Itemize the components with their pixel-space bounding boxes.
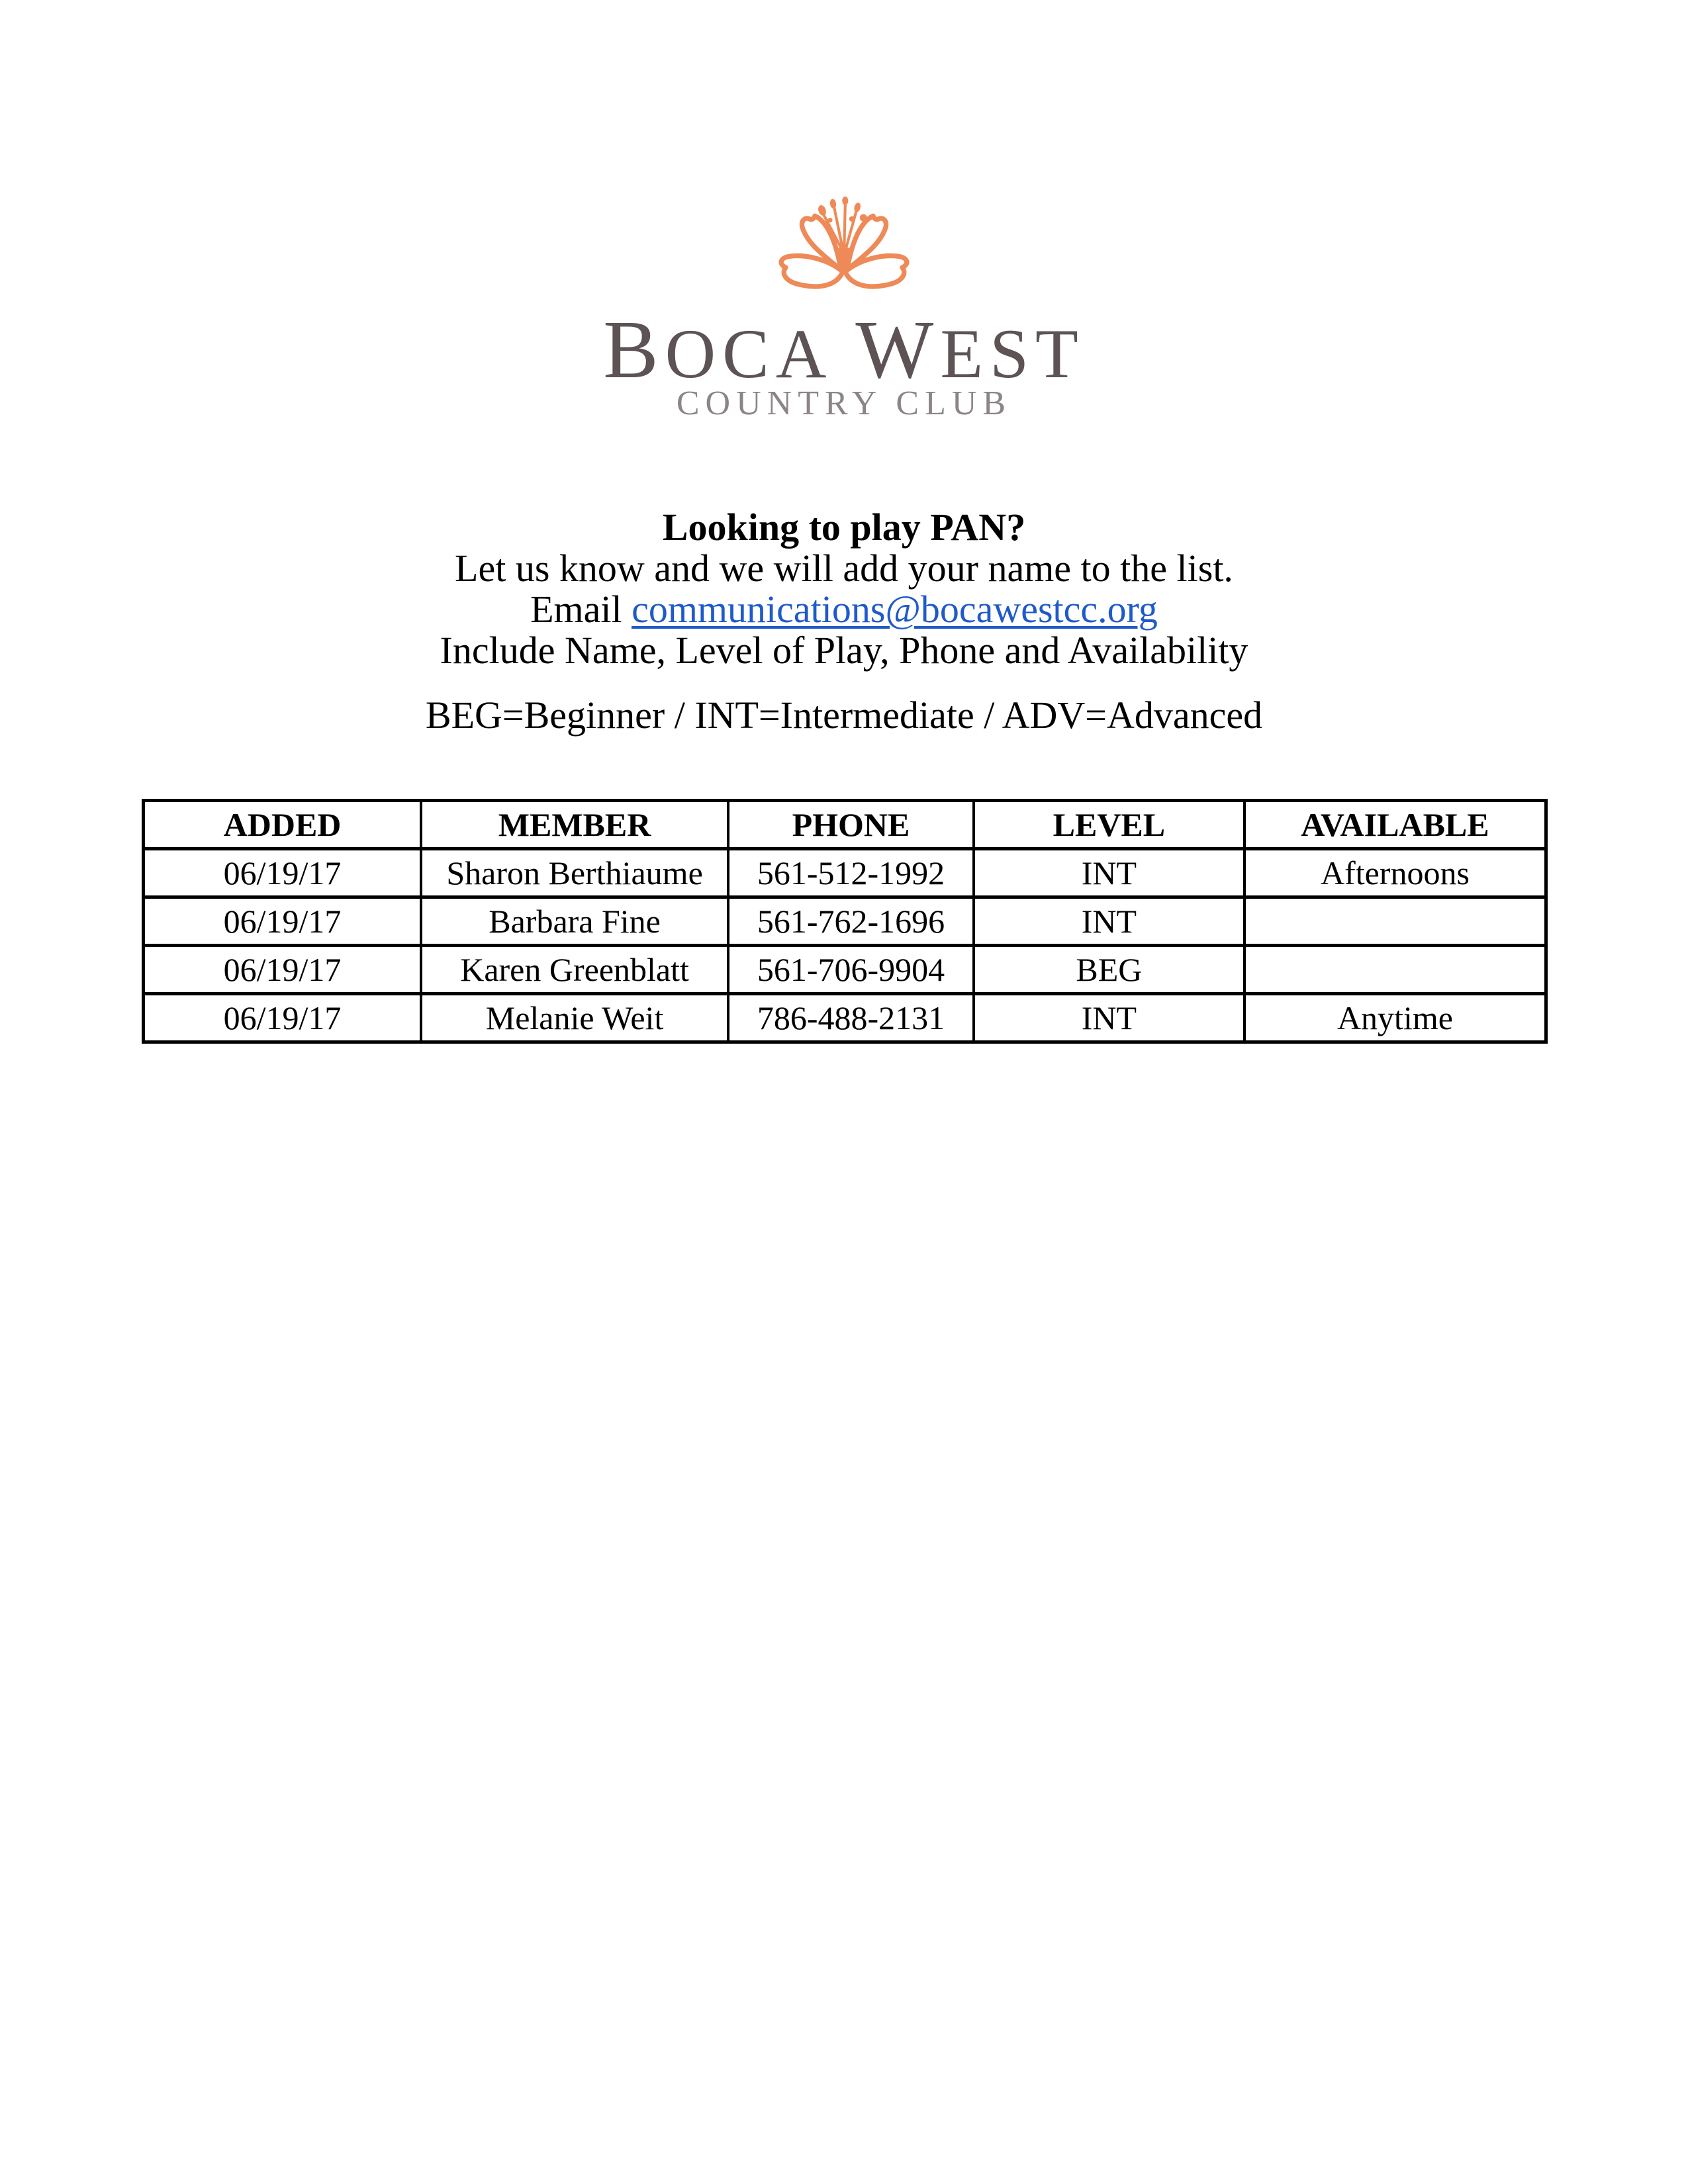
wordmark-initial-b: B	[603, 304, 665, 396]
column-header-added: ADDED	[144, 801, 422, 849]
logo-subtitle: COUNTRY CLUB	[676, 385, 1012, 422]
cell-available: Afternoons	[1244, 849, 1546, 897]
pan-players-table	[142, 799, 1548, 1044]
players-table-container	[142, 799, 1548, 1044]
cell-available: Anytime	[1244, 994, 1546, 1042]
cell-available	[1244, 897, 1546, 946]
cell-level: INT	[974, 849, 1244, 897]
table-header-row	[144, 801, 1546, 849]
intro-title: Looking to play PAN?	[662, 506, 1026, 549]
table-row	[144, 946, 1546, 994]
cell-phone: 561-706-9904	[728, 946, 974, 994]
cell-phone: 786-488-2131	[728, 994, 974, 1042]
cell-added: 06/19/17	[144, 946, 422, 994]
wordmark-oca: OCA	[665, 315, 833, 392]
cell-member: Sharon Berthiaume	[421, 849, 728, 897]
column-header-available: AVAILABLE	[1244, 801, 1546, 849]
cell-added: 06/19/17	[144, 849, 422, 897]
lily-flower-icon	[771, 196, 917, 305]
intro-line-email	[0, 589, 1688, 630]
cell-level: INT	[974, 897, 1244, 946]
cell-added: 06/19/17	[144, 897, 422, 946]
email-link[interactable]: communications@bocawestcc.org	[632, 588, 1158, 631]
cell-added: 06/19/17	[144, 994, 422, 1042]
intro-text-block	[0, 507, 1688, 736]
wordmark-est: EST	[940, 315, 1085, 392]
level-legend: BEG=Beginner / INT=Intermediate / ADV=Advanced	[425, 694, 1263, 737]
email-label: Email	[530, 588, 632, 631]
intro-line-add-name: Let us know and we will add your name to the list.	[455, 547, 1233, 590]
cell-phone: 561-762-1696	[728, 897, 974, 946]
cell-phone: 561-512-1992	[728, 849, 974, 897]
table-row	[144, 897, 1546, 946]
logo	[0, 196, 1688, 421]
cell-member: Melanie Weit	[421, 994, 728, 1042]
table-row	[144, 994, 1546, 1042]
cell-member: Karen Greenblatt	[421, 946, 728, 994]
cell-level: BEG	[974, 946, 1244, 994]
cell-level: INT	[974, 994, 1244, 1042]
cell-member: Barbara Fine	[421, 897, 728, 946]
column-header-member: MEMBER	[421, 801, 728, 849]
table-row	[144, 849, 1546, 897]
wordmark-initial-w: W	[855, 304, 941, 396]
intro-line-include: Include Name, Level of Play, Phone and Availability	[440, 629, 1248, 672]
cell-available	[1244, 946, 1546, 994]
column-header-level: LEVEL	[974, 801, 1244, 849]
logo-wordmark	[0, 304, 1688, 396]
column-header-phone: PHONE	[728, 801, 974, 849]
